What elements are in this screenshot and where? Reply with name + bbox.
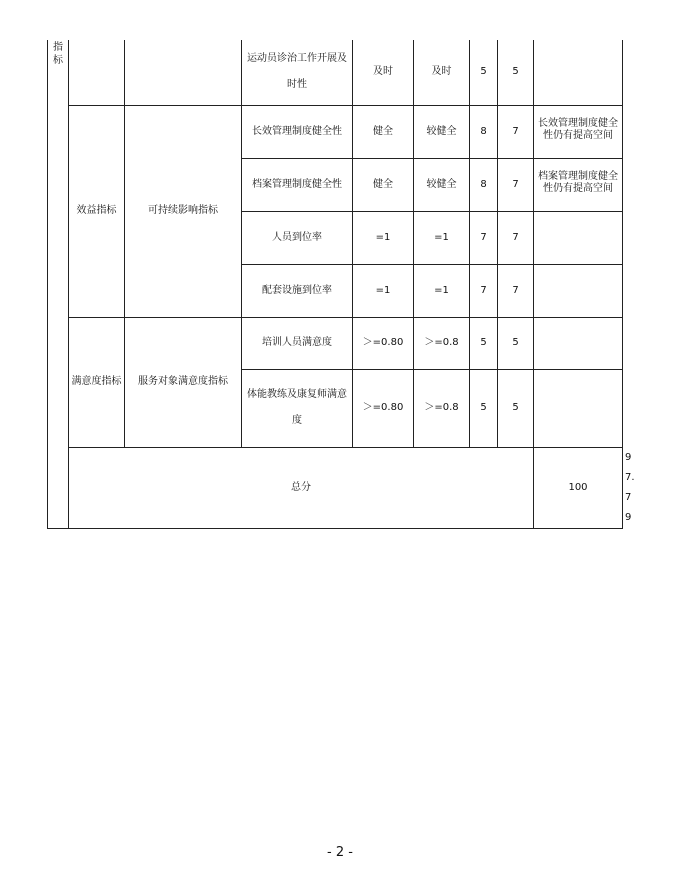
note-cell (534, 211, 623, 264)
note-cell (534, 40, 623, 105)
weight-cell: 8 (470, 105, 498, 158)
score-cell: 7 (498, 264, 534, 317)
target-value-cell: =1 (353, 211, 414, 264)
level2-indicator-cell (69, 40, 125, 105)
note-cell (534, 264, 623, 317)
weight-cell: 8 (470, 158, 498, 211)
note-cell (534, 317, 623, 369)
actual-value-cell: 较健全 (414, 158, 470, 211)
level3-indicator-cell: 可持续影响指标 (125, 105, 242, 317)
note-cell (534, 369, 623, 447)
target-value-cell: 健全 (353, 105, 414, 158)
level1-indicator-cell: 指标 (48, 40, 69, 528)
weight-cell: 5 (470, 40, 498, 105)
indicator-cell: 体能教练及康复师满意度 (242, 369, 353, 447)
weight-cell: 7 (470, 211, 498, 264)
indicator-cell: 档案管理制度健全性 (242, 158, 353, 211)
target-value-cell: 及时 (353, 40, 414, 105)
actual-value-cell: ＞=0.8 (414, 317, 470, 369)
total-label-cell: 总分 (69, 447, 534, 528)
indicator-cell: 长效管理制度健全性 (242, 105, 353, 158)
indicator-cell: 培训人员满意度 (242, 317, 353, 369)
actual-value-cell: 及时 (414, 40, 470, 105)
target-value-cell: =1 (353, 264, 414, 317)
target-value-cell: ＞=0.80 (353, 369, 414, 447)
actual-value-cell: ＞=0.8 (414, 369, 470, 447)
weight-cell: 5 (470, 369, 498, 447)
actual-value-cell: =1 (414, 264, 470, 317)
score-cell: 7 (498, 158, 534, 211)
score-cell: 7 (498, 211, 534, 264)
level2-indicator-cell: 效益指标 (69, 105, 125, 317)
total-row: 总分 100 97.79 (48, 447, 623, 528)
indicator-cell: 配套设施到位率 (242, 264, 353, 317)
score-cell: 5 (498, 369, 534, 447)
actual-value-cell: 较健全 (414, 105, 470, 158)
weight-cell: 7 (470, 264, 498, 317)
indicator-cell: 运动员诊治工作开展及时性 (242, 40, 353, 105)
level3-indicator-cell (125, 40, 242, 105)
table-row (48, 105, 623, 158)
actual-value-cell: =1 (414, 211, 470, 264)
performance-indicator-table (47, 40, 635, 529)
note-cell: 档案管理制度健全性仍有提高空间 (534, 158, 623, 211)
level3-indicator-cell: 服务对象满意度指标 (125, 317, 242, 447)
page-number: - 2 - (327, 845, 353, 860)
note-cell: 长效管理制度健全性仍有提高空间 (534, 105, 623, 158)
score-cell: 7 (498, 105, 534, 158)
score-cell: 5 (498, 317, 534, 369)
target-value-cell: ＞=0.80 (353, 317, 414, 369)
table-row (48, 317, 623, 369)
weight-cell: 5 (470, 317, 498, 369)
score-cell: 5 (498, 40, 534, 105)
table-row (48, 40, 623, 105)
target-value-cell: 健全 (353, 158, 414, 211)
total-weight-cell: 100 (534, 447, 623, 528)
indicator-cell: 人员到位率 (242, 211, 353, 264)
level2-indicator-cell: 满意度指标 (69, 317, 125, 447)
